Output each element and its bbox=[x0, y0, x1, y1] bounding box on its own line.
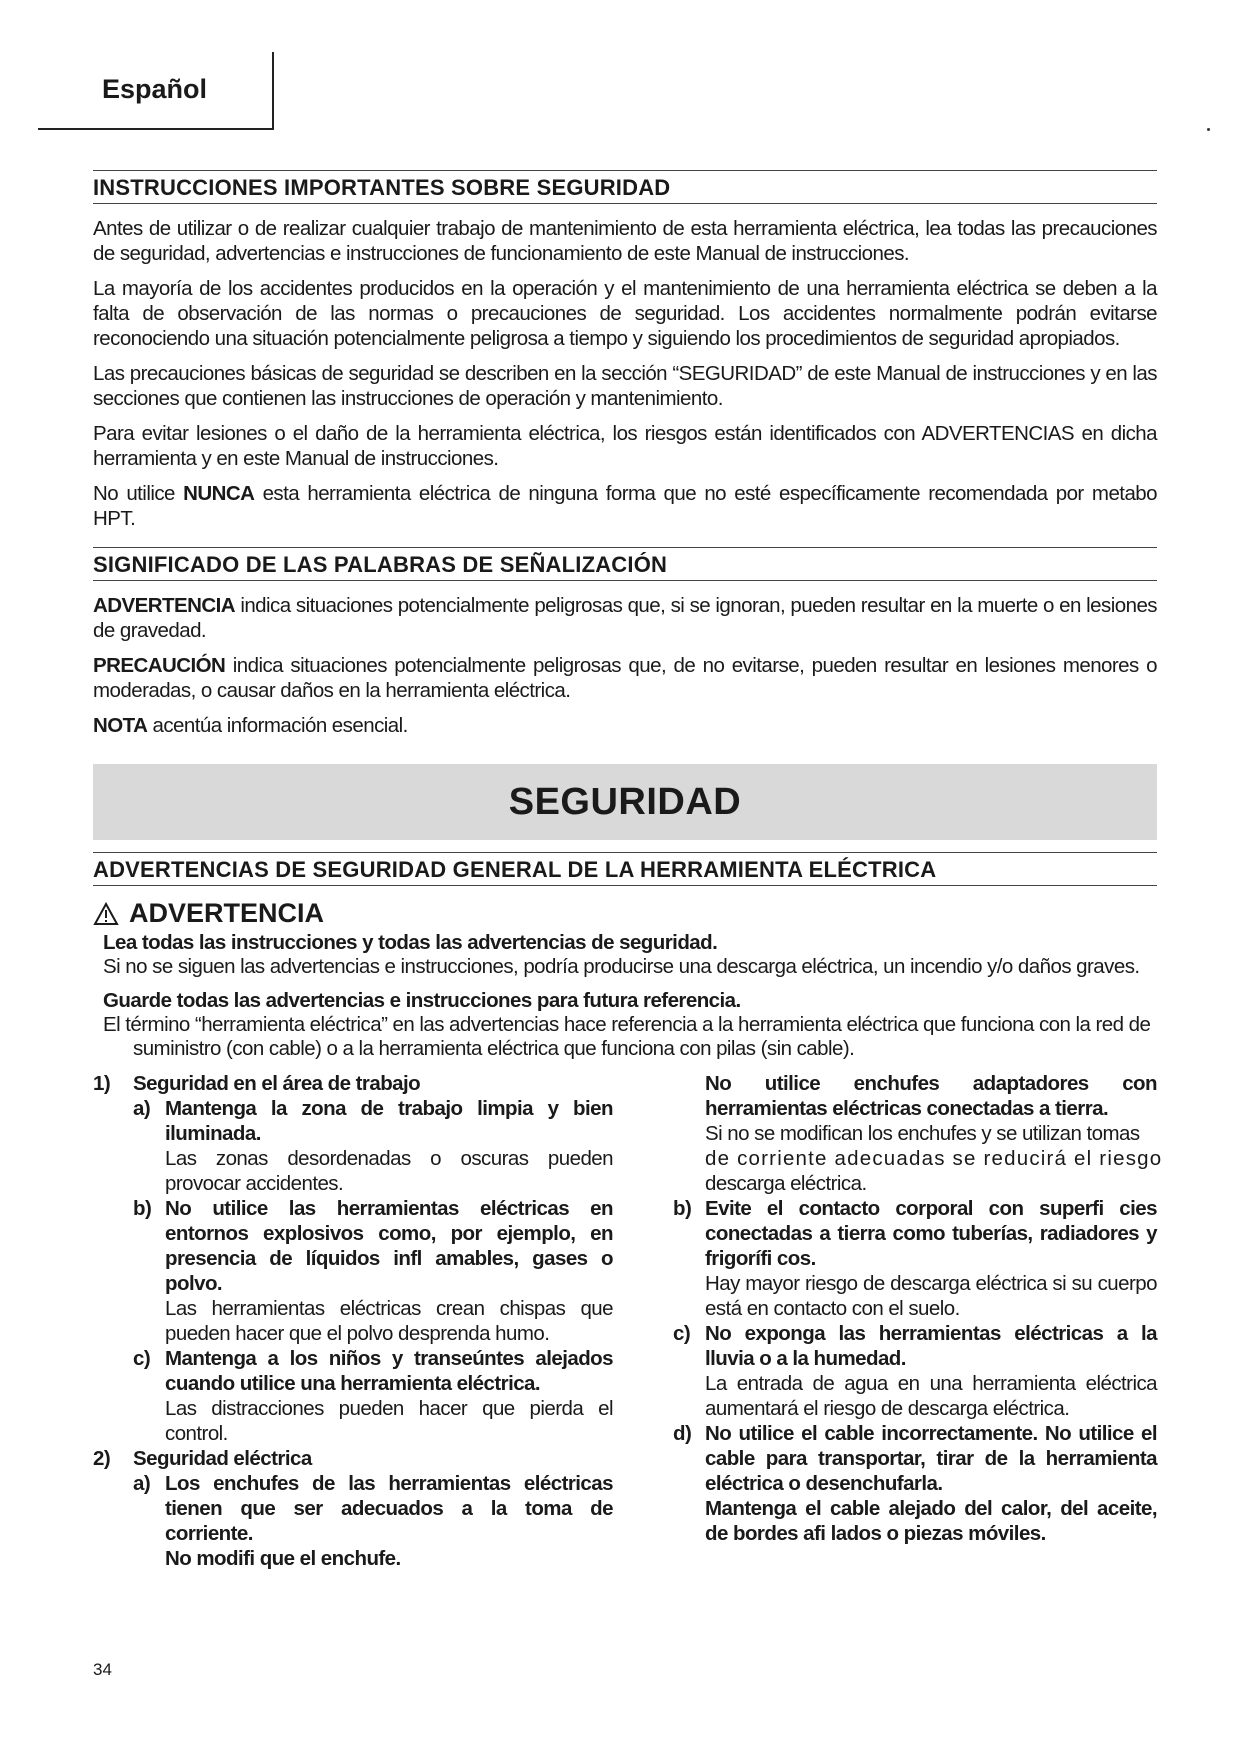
paragraph-never-use bbox=[93, 481, 1157, 531]
caution-label: PRECAUCIÓN bbox=[93, 654, 226, 677]
sub-text: Las herramientas eléctricas crean chispas que pueden hacer que el polvo desprenda humo. bbox=[165, 1297, 613, 1345]
sub-text: Las zonas desordenadas o oscuras pueden provocar accidentes. bbox=[165, 1147, 613, 1195]
section-title-general-warnings: ADVERTENCIAS DE SEGURIDAD GENERAL DE LA HERRAMIENTA ELÉCTRICA bbox=[93, 852, 1157, 886]
two-column-list bbox=[93, 1071, 1163, 1591]
sub-item bbox=[673, 1321, 1157, 1371]
text: esta herramienta eléctrica de ninguna forma que no esté específicamente recomendada por metabo HPT. bbox=[93, 482, 1157, 530]
sub-letter: d) bbox=[673, 1422, 692, 1445]
paragraph-note-def bbox=[93, 713, 1157, 738]
note-label: NOTA bbox=[93, 714, 148, 737]
paragraph: Antes de utilizar o de realizar cualquier trabajo de mantenimiento de esta herramienta eléctrica, lea todas las precauciones de seguridad, advertencias e instrucciones de funcionamiento de este Manual de instrucciones. bbox=[93, 217, 1157, 265]
warning-save-all-text: El término “herramienta eléctrica” en las advertencias hace referencia a la herramienta eléctrica que funciona con la red de suministro (con cable) o a la herramienta eléctrica que funciona con pilas (sin cable). bbox=[103, 1013, 1151, 1060]
warning-label: ADVERTENCIA bbox=[93, 594, 236, 617]
paragraph-caution-def bbox=[93, 653, 1157, 703]
section-title-important-safety: INSTRUCCIONES IMPORTANTES SOBRE SEGURIDAD bbox=[93, 170, 1157, 204]
item-number: 2) bbox=[93, 1447, 111, 1470]
warning-read-all: Lea todas las instrucciones y todas las advertencias de seguridad. bbox=[103, 931, 718, 954]
sub-text: Hay mayor riesgo de descarga eléctrica si su cuerpo está en contacto con el suelo. bbox=[705, 1272, 1157, 1320]
list-item-electrical bbox=[93, 1446, 613, 1471]
sub-bold: Mantenga a los niños y transeúntes alejados cuando utilice una herramienta eléctrica. bbox=[165, 1347, 613, 1395]
sub-letter: b) bbox=[673, 1197, 692, 1220]
paragraph: Para evitar lesiones o el daño de la herramienta eléctrica, los riesgos están identificados con ADVERTENCIAS en dicha herramienta y en este Manual de instrucciones. bbox=[93, 422, 1157, 470]
sub-letter: a) bbox=[133, 1472, 151, 1495]
sub-item bbox=[93, 1096, 613, 1146]
text: No utilice bbox=[93, 482, 184, 505]
item-number: 1) bbox=[93, 1072, 111, 1095]
left-column bbox=[93, 1071, 613, 1571]
banner-title: SEGURIDAD bbox=[508, 780, 742, 823]
text: indica situaciones potencialmente peligrosas que, si se ignoran, pueden resultar en la muerte o en lesiones de gravedad. bbox=[93, 594, 1157, 642]
sub-bold: No utilice el cable incorrectamente. No utilice el cable para transportar, tirar de la herramienta eléctrica o desenchufarla. bbox=[705, 1422, 1157, 1495]
sub-letter: a) bbox=[133, 1097, 151, 1120]
sub-bold-2: Mantenga el cable alejado del calor, del aceite, de bordes afi lados o piezas móviles. bbox=[705, 1497, 1157, 1545]
sub-bold: Los enchufes de las herramientas eléctricas tienen que ser adecuados a la toma de corriente. bbox=[165, 1472, 613, 1545]
sub-item bbox=[93, 1346, 613, 1396]
section-title-signal-words: SIGNIFICADO DE LAS PALABRAS DE SEÑALIZACIÓN bbox=[93, 547, 1157, 581]
warning-read-all-text: Si no se siguen las advertencias e instrucciones, podría producirse una descarga eléctrica, un incendio y/o daños graves. bbox=[103, 955, 1140, 978]
sub-item bbox=[673, 1196, 1157, 1271]
paragraph-warning-def bbox=[93, 593, 1157, 643]
warning-save-all: Guarde todas las advertencias e instrucciones para futura referencia. bbox=[103, 989, 741, 1012]
language-tab bbox=[38, 52, 274, 130]
stray-dot bbox=[1207, 128, 1210, 131]
sub-bold: No exponga las herramientas eléctricas a la lluvia o a la humedad. bbox=[705, 1322, 1157, 1370]
text: acentúa información esencial. bbox=[147, 714, 408, 737]
item-title: Seguridad eléctrica bbox=[133, 1447, 312, 1470]
sub-text: Las distracciones pueden hacer que pierda el control. bbox=[165, 1397, 613, 1445]
sub-letter: b) bbox=[133, 1197, 152, 1220]
sub-letter: c) bbox=[133, 1347, 151, 1370]
sub-item bbox=[93, 1471, 613, 1546]
page-number: 34 bbox=[93, 1660, 112, 1679]
list-item-work-area bbox=[93, 1071, 613, 1096]
sub-text-line: descarga eléctrica. bbox=[705, 1172, 867, 1195]
sub-text: La entrada de agua en una herramienta eléctrica aumentará el riesgo de descarga eléctrica. bbox=[705, 1372, 1157, 1420]
sub-bold: No utilice las herramientas eléctricas en entornos explosivos como, por ejemplo, en presencia de líquidos infl amables, gases o polvo. bbox=[165, 1197, 613, 1295]
warning-triangle-icon bbox=[93, 902, 119, 926]
paragraph: Las precauciones básicas de seguridad se describen en la sección “SEGURIDAD” de este Manual de instrucciones y en las secciones que contienen las instrucciones de operación y mantenimiento. bbox=[93, 362, 1157, 410]
right-column bbox=[673, 1071, 1163, 1546]
sub-text-line: de corriente adecuadas se reducirá el riesgo bbox=[705, 1147, 1163, 1170]
warning-title: ADVERTENCIA bbox=[129, 898, 325, 928]
language-label: Español bbox=[102, 74, 208, 104]
page-content bbox=[93, 170, 1163, 1591]
sub-letter: c) bbox=[673, 1322, 691, 1345]
sub-bold-2: No modifi que el enchufe. bbox=[165, 1547, 401, 1570]
item-title: Seguridad en el área de trabajo bbox=[133, 1072, 421, 1095]
warning-heading bbox=[93, 898, 1157, 929]
text: indica situaciones potencialmente peligrosas que, de no evitarse, pueden resultar en lesiones menores o moderadas, o causar daños en la herramienta eléctrica. bbox=[93, 654, 1157, 702]
safety-banner bbox=[93, 764, 1157, 840]
paragraph: La mayoría de los accidentes producidos en la operación y el mantenimiento de una herramienta eléctrica se deben a la falta de observación de las normas o precauciones de seguridad. Los accidentes normalmente podrán evitarse reconociendo una situación potencialmente peligrosa a tiempo y siguiendo los procedimientos de seguridad apropiados. bbox=[93, 277, 1157, 350]
never-emphasis: NUNCA bbox=[183, 482, 255, 505]
sub-bold: Evite el contacto corporal con superfi cies conectadas a tierra como tuberías, radiadores y frigorífi cos. bbox=[705, 1197, 1157, 1270]
sub-text-line: Si no se modifican los enchufes y se utilizan tomas bbox=[705, 1122, 1140, 1145]
warning-block bbox=[103, 931, 1157, 1061]
sub-item bbox=[673, 1421, 1157, 1496]
sub-item bbox=[93, 1196, 613, 1296]
sub-bold: No utilice enchufes adaptadores con herramientas eléctricas conectadas a tierra. bbox=[705, 1072, 1157, 1120]
sub-bold: Mantenga la zona de trabajo limpia y bien iluminada. bbox=[165, 1097, 613, 1145]
